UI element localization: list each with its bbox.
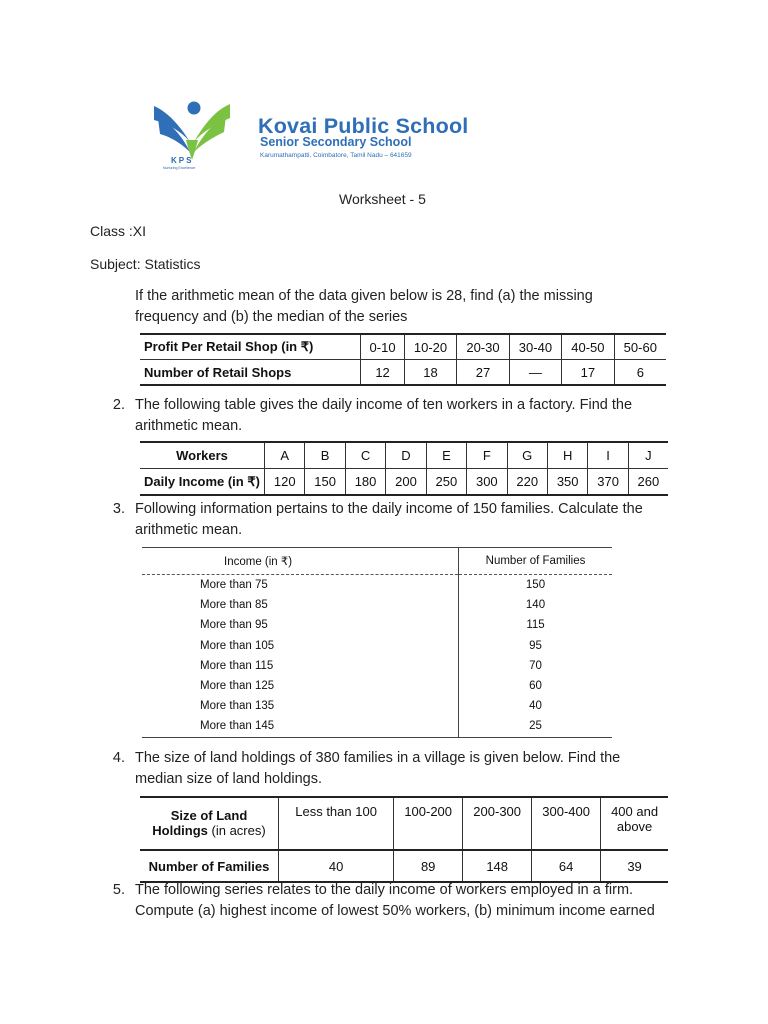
- table-cell: 250: [426, 469, 466, 496]
- question-5-text: [135, 880, 655, 922]
- cell-line: 200-300: [473, 804, 522, 819]
- row-header-unit: (in acres): [211, 823, 266, 838]
- cell-line: above: [616, 819, 653, 834]
- table-cell: 200: [386, 469, 426, 496]
- column-header: Income (in ₹): [142, 548, 459, 575]
- row-header: Number of Retail Shops: [140, 360, 361, 386]
- table-cell: I: [588, 442, 628, 469]
- table-cell: 0-10: [361, 334, 404, 360]
- table-cell: 70: [529, 659, 542, 672]
- logo-tagline: Nurturing Excellence: [163, 166, 196, 170]
- table-cell: 140: [525, 599, 546, 612]
- cell-line: 100-200: [404, 804, 453, 819]
- table-cell: More than 125: [142, 676, 459, 696]
- table-cell: More than 115: [142, 656, 459, 676]
- question-text-line: median size of land holdings.: [135, 771, 323, 787]
- question-text-line: frequency and (b) the median of the series: [135, 309, 408, 325]
- table-cell: [463, 797, 532, 850]
- table-cell: 150: [305, 469, 345, 496]
- table-cell: 64: [532, 850, 601, 882]
- table-row: [142, 575, 612, 596]
- table-cell: D: [386, 442, 426, 469]
- table-cell: 39: [601, 850, 668, 882]
- worksheet-title: Worksheet - 5: [339, 191, 426, 207]
- table-cell: More than 105: [142, 636, 459, 656]
- question-number: 2.: [112, 397, 125, 413]
- logo-text: KPS: [171, 156, 194, 165]
- table-cell: 95: [529, 639, 542, 652]
- school-address: Karumathampatti, Coimbatore, Tamil Nadu – 641659: [260, 152, 412, 159]
- question-3-text: [135, 499, 643, 541]
- row-header: Daily Income (in ₹): [140, 469, 265, 496]
- table-cell: 220: [507, 469, 547, 496]
- table-cell: 12: [361, 360, 404, 386]
- table-cell: 40: [279, 850, 394, 882]
- table-cell: C: [345, 442, 385, 469]
- table-cell: 148: [463, 850, 532, 882]
- cell-line: Less than 100: [295, 804, 377, 819]
- table-cell: [279, 797, 394, 850]
- table-row: [142, 615, 612, 635]
- table-row: [142, 656, 612, 676]
- row-header: Profit Per Retail Shop (in ₹): [140, 334, 361, 360]
- table-cell: —: [509, 360, 561, 386]
- table-cell: B: [305, 442, 345, 469]
- table-cell: 25: [459, 716, 613, 737]
- table-cell: [532, 797, 601, 850]
- table-row: [142, 696, 612, 716]
- question-text-line: If the arithmetic mean of the data given below is 28, find (a) the missing: [135, 288, 593, 304]
- table-cell: 300: [467, 469, 507, 496]
- question-number: 5.: [112, 882, 125, 898]
- school-subtitle: Senior Secondary School: [260, 135, 412, 149]
- table-cell: F: [467, 442, 507, 469]
- table-cell: More than 95: [142, 615, 459, 635]
- table-cell: 60: [529, 680, 542, 693]
- school-name: Kovai Public School: [258, 114, 469, 138]
- question-text-line: The following table gives the daily income of ten workers in a factory. Find the: [135, 397, 633, 413]
- row-header: Number of Families: [140, 850, 279, 882]
- table-cell: 150: [525, 579, 546, 592]
- worker-income-table: [140, 441, 668, 496]
- table-cell: 40-50: [562, 334, 614, 360]
- table-cell: 370: [588, 469, 628, 496]
- question-1-text: [135, 286, 593, 328]
- table-cell: [601, 797, 668, 850]
- table-cell: E: [426, 442, 466, 469]
- question-text-line: The following series relates to the daily income of workers employed in a firm.: [135, 882, 634, 898]
- table-cell: More than 135: [142, 696, 459, 716]
- class-label: Class :XI: [90, 223, 147, 239]
- question-number: 3.: [112, 501, 125, 517]
- table-cell: 180: [345, 469, 385, 496]
- table-cell: 50-60: [614, 334, 666, 360]
- table-cell: More than 75: [142, 575, 459, 596]
- table-cell: H: [547, 442, 587, 469]
- cell-line: 400 and: [611, 804, 659, 819]
- row-header-line: Size of Land: [170, 808, 248, 823]
- table-cell: 120: [265, 469, 305, 496]
- retail-profit-table: [140, 333, 666, 386]
- question-2-text: [135, 395, 632, 437]
- land-holdings-table: [140, 796, 668, 883]
- table-cell: More than 85: [142, 595, 459, 615]
- table-cell: J: [628, 442, 668, 469]
- table-cell: 10-20: [404, 334, 456, 360]
- table-cell: 89: [394, 850, 463, 882]
- table-cell: 6: [614, 360, 666, 386]
- row-header: [140, 797, 279, 850]
- row-header: Workers: [140, 442, 265, 469]
- question-4-text: [135, 748, 620, 790]
- row-header-line: [141, 823, 277, 838]
- table-cell: 40: [529, 700, 542, 713]
- question-text-line: Following information pertains to the daily income of 150 families. Calculate the: [135, 501, 643, 517]
- table-cell: 260: [628, 469, 668, 496]
- question-text-line: arithmetic mean.: [135, 522, 243, 538]
- family-income-table: [142, 547, 612, 738]
- table-row: [142, 716, 612, 737]
- table-cell: A: [265, 442, 305, 469]
- table-row: [142, 595, 612, 615]
- question-text-line: arithmetic mean.: [135, 418, 243, 434]
- table-cell: 20-30: [457, 334, 509, 360]
- table-cell: 18: [404, 360, 456, 386]
- row-header-part: Holdings: [152, 823, 208, 838]
- table-cell: 350: [547, 469, 587, 496]
- table-cell: [394, 797, 463, 850]
- question-text-line: The size of land holdings of 380 families in a village is given below. Find the: [135, 750, 621, 766]
- table-cell: 115: [526, 619, 545, 632]
- table-cell: 30-40: [509, 334, 561, 360]
- table-cell: More than 145: [142, 716, 459, 737]
- table-row: [142, 636, 612, 656]
- question-number: 4.: [112, 750, 125, 766]
- column-header: Number of Families: [459, 548, 613, 575]
- table-cell: G: [507, 442, 547, 469]
- subject-label: Subject: Statistics: [90, 256, 201, 272]
- table-cell: 17: [562, 360, 614, 386]
- table-cell: 27: [457, 360, 509, 386]
- question-text-line: Compute (a) highest income of lowest 50% workers, (b) minimum income earned: [135, 903, 655, 919]
- table-row: [142, 676, 612, 696]
- cell-line: 300-400: [542, 804, 590, 819]
